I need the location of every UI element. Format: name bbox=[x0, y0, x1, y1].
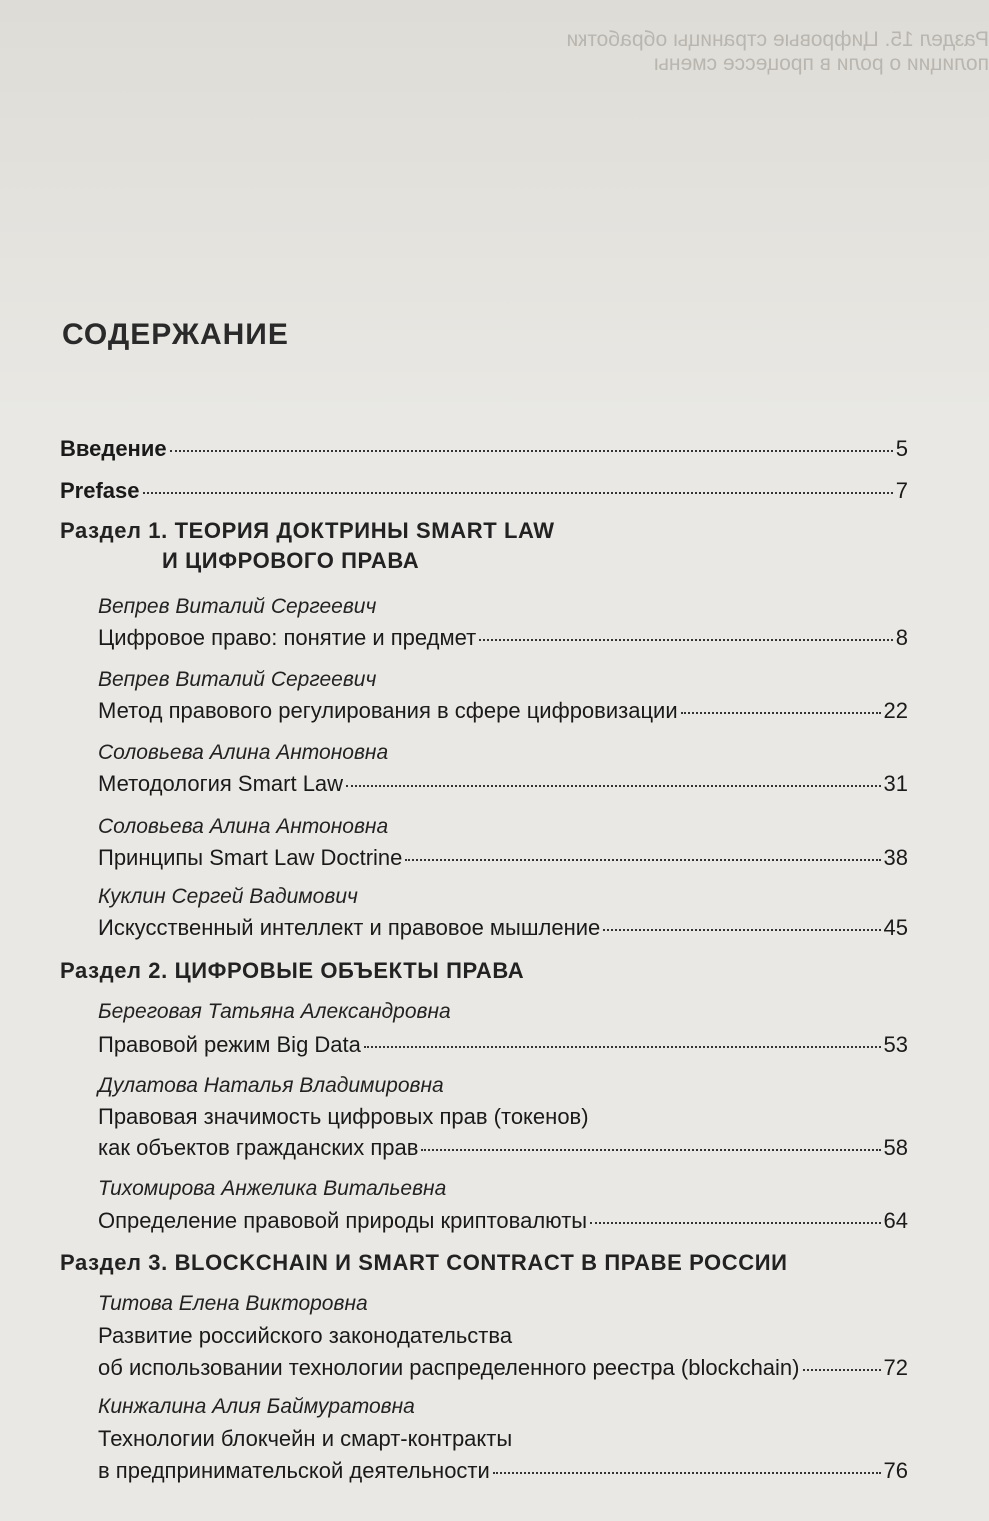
toc-entry-title: Цифровое право: понятие и предмет bbox=[98, 625, 477, 650]
toc-entry-label: Введение bbox=[60, 436, 167, 461]
toc-page-number: 64 bbox=[883, 1208, 908, 1233]
toc-page-number: 53 bbox=[883, 1032, 908, 1057]
toc-entry-preface[interactable] bbox=[60, 478, 908, 504]
dot-leader bbox=[493, 1472, 881, 1474]
dot-leader bbox=[603, 929, 880, 931]
dot-leader bbox=[681, 712, 881, 714]
section-heading-line: Раздел 2. ЦИФРОВЫЕ ОБЪЕКТЫ ПРАВА bbox=[60, 958, 525, 983]
section-1-heading bbox=[60, 518, 555, 574]
dot-leader bbox=[170, 450, 893, 452]
toc-entry-label: Prefase bbox=[60, 478, 140, 503]
section-heading-line: И ЦИФРОВОГО ПРАВА bbox=[162, 548, 420, 573]
toc-entry[interactable] bbox=[98, 1458, 908, 1484]
section-heading-line: Раздел 3. BLOCKCHAIN И SMART CONTRACT В ПРАВЕ РОССИИ bbox=[60, 1250, 788, 1275]
toc-entry-introduction[interactable] bbox=[60, 436, 908, 462]
toc-page-number: 22 bbox=[883, 698, 908, 723]
toc-entry-title: как объектов гражданских прав bbox=[98, 1135, 419, 1160]
dot-leader bbox=[421, 1149, 880, 1151]
toc-author: Береговая Татьяна Александровна bbox=[98, 1000, 451, 1023]
toc-entry-title: Определение правовой природы криптовалюты bbox=[98, 1208, 588, 1233]
dot-leader bbox=[405, 859, 880, 861]
toc-entry-title-line: Развитие российского законодательства bbox=[98, 1323, 513, 1348]
toc-entry-title: Искусственный интеллект и правовое мышление bbox=[98, 915, 601, 940]
toc-entry[interactable] bbox=[98, 698, 908, 724]
toc-page-number: 38 bbox=[883, 845, 908, 870]
toc-page-number: 45 bbox=[883, 915, 908, 940]
toc-page-number: 5 bbox=[895, 436, 908, 461]
toc-entry[interactable] bbox=[98, 771, 908, 797]
section-2-heading bbox=[60, 958, 524, 984]
toc-author: Соловьева Алина Антоновна bbox=[98, 741, 389, 764]
toc-entry-title-line: Технологии блокчейн и смарт-контракты bbox=[98, 1426, 513, 1451]
dot-leader bbox=[803, 1369, 881, 1371]
toc-entry[interactable] bbox=[98, 1208, 908, 1234]
dot-leader bbox=[346, 785, 880, 787]
section-heading-line: Раздел 1. ТЕОРИЯ ДОКТРИНЫ SMART LAW bbox=[60, 518, 555, 543]
bleed-through-header: Раздел 15. Цифровые страницы обработки полиции о роли в процессе смены bbox=[566, 28, 989, 75]
toc-entry-title: Правовой режим Big Data bbox=[98, 1032, 361, 1057]
toc-entry[interactable] bbox=[98, 845, 908, 871]
toc-entry-title: об использовании технологии распределенного реестра (blockchain) bbox=[98, 1355, 800, 1380]
toc-author: Кинжалина Алия Баймуратовна bbox=[98, 1395, 415, 1418]
toc-author: Титова Елена Викторовна bbox=[98, 1292, 368, 1315]
toc-author: Куклин Сергей Вадимович bbox=[98, 885, 358, 908]
toc-entry[interactable] bbox=[98, 1032, 908, 1058]
toc-author: Соловьева Алина Антоновна bbox=[98, 815, 389, 838]
toc-entry-title: в предпринимательской деятельности bbox=[98, 1458, 490, 1483]
bleed-through-background bbox=[0, 0, 989, 420]
toc-entry[interactable] bbox=[98, 915, 908, 941]
toc-author: Дулатова Наталья Владимировна bbox=[98, 1074, 444, 1097]
toc-entry[interactable] bbox=[98, 1135, 908, 1161]
toc-page-number: 72 bbox=[883, 1355, 908, 1380]
toc-author: Вепрев Виталий Сергеевич bbox=[98, 595, 377, 618]
toc-page-number: 58 bbox=[883, 1135, 908, 1160]
toc-page-number: 76 bbox=[883, 1458, 908, 1483]
dot-leader bbox=[590, 1222, 880, 1224]
toc-entry[interactable] bbox=[98, 625, 908, 651]
toc-author: Тихомирова Анжелика Витальевна bbox=[98, 1177, 447, 1200]
dot-leader bbox=[364, 1046, 881, 1048]
toc-entry-title: Методология Smart Law bbox=[98, 771, 344, 796]
page-title: СОДЕРЖАНИЕ bbox=[62, 318, 289, 351]
toc-entry-title: Метод правового регулирования в сфере цифровизации bbox=[98, 698, 678, 723]
section-3-heading bbox=[60, 1250, 788, 1276]
toc-page-number: 31 bbox=[883, 771, 908, 796]
toc-entry[interactable] bbox=[98, 1355, 908, 1381]
toc-page-number: 7 bbox=[895, 478, 908, 503]
toc-entry-title: Принципы Smart Law Doctrine bbox=[98, 845, 403, 870]
toc-author: Вепрев Виталий Сергеевич bbox=[98, 668, 377, 691]
toc-page-number: 8 bbox=[895, 625, 908, 650]
dot-leader bbox=[479, 639, 893, 641]
dot-leader bbox=[143, 492, 893, 494]
toc-entry-title-line: Правовая значимость цифровых прав (токенов) bbox=[98, 1104, 589, 1129]
